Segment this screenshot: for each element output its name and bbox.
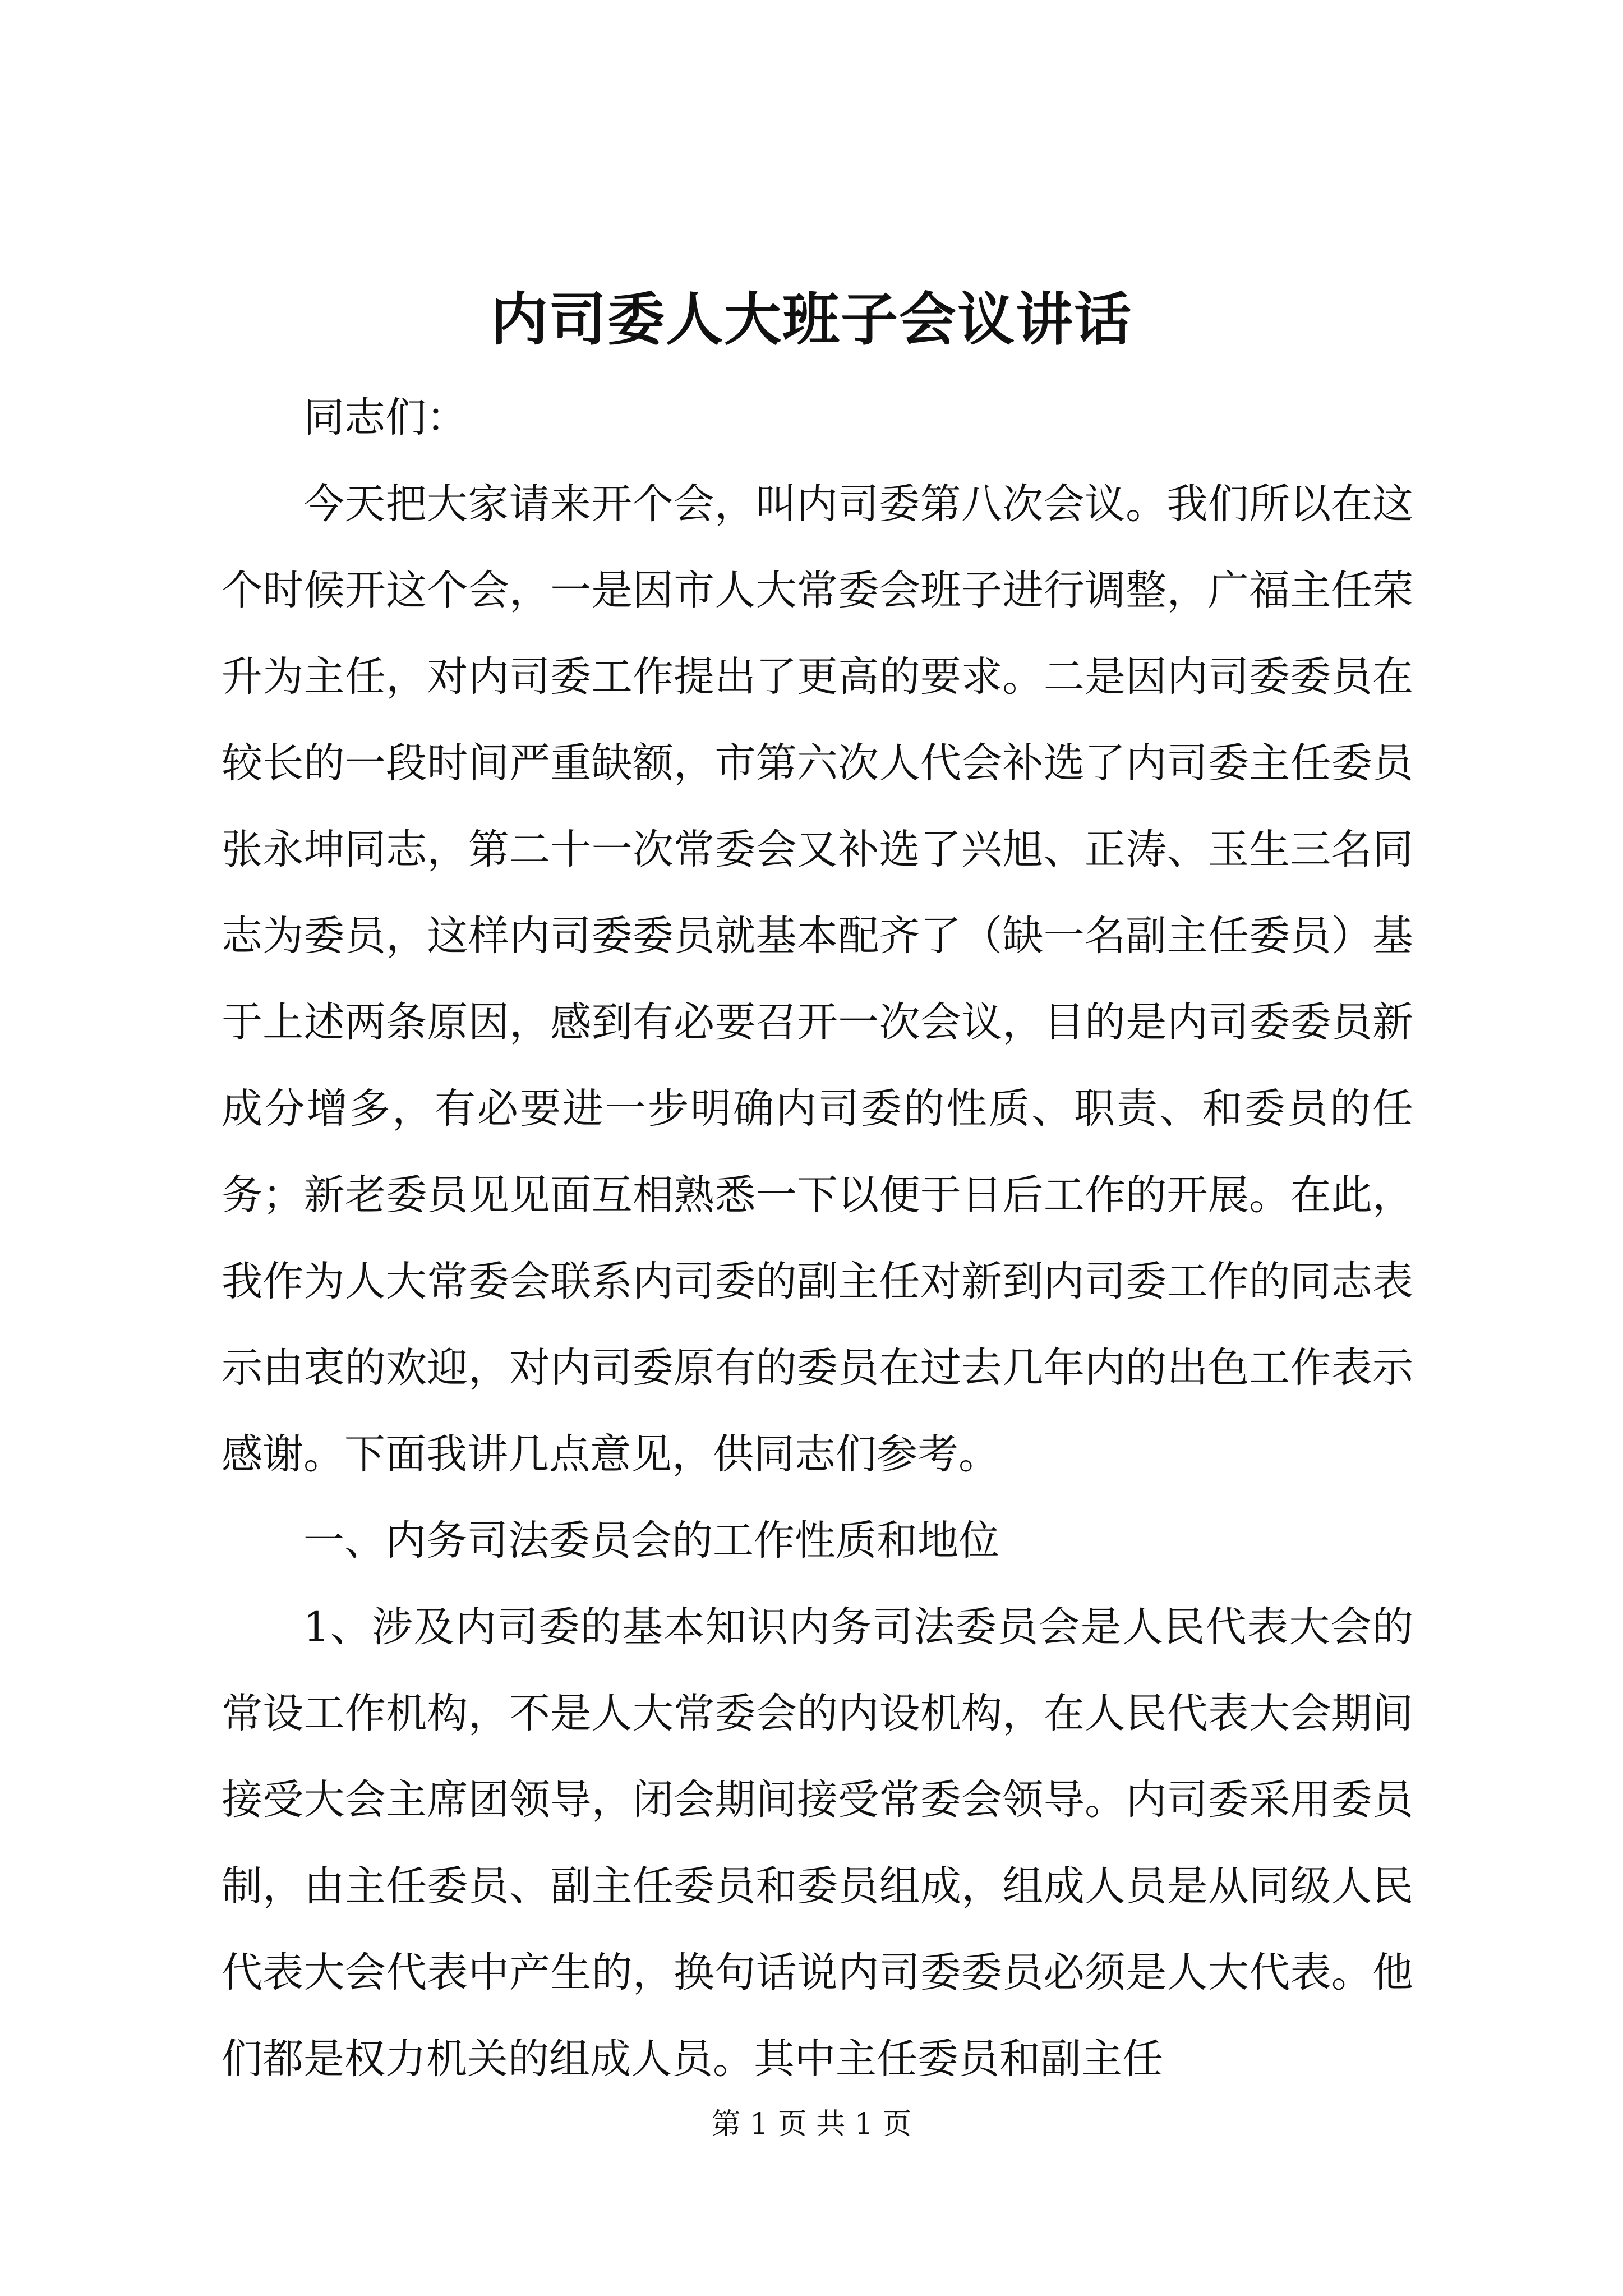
section-heading: 一、内务司法委员会的工作性质和地位 [303, 1517, 999, 1565]
page-footer: 第 1 页 共 1 页 [711, 2108, 912, 2141]
salutation-paragraph: 同志们： [303, 394, 467, 441]
intro-paragraph: 今天把大家请来开个会，叫内司委第八次会议。我们所以在这个时候开这个会，一是因市人大常委会班子进行调整，广福主任荣升为主任，对内司委工作提出了更高的要求。二是因内司委委员在较长的一段时间严重缺额，市第六次人代会补选了内司委主任委员张永坤同志，第二十一次常委会又补选了兴旭、正涛、玉生三名同志为委员，这样内司委委员就基本配齐了（缺一名副主任委员）基于上述两条原因，感到有必要召开一次会议，目的是内司委委员新成分增多，有必要进一步明确内司委的性质、职责、和委员的任务；新老委员见见面互相熟悉一下以便于日后工作的开展。在此，我作为人大常委会联系内司委的副主任对新到内司委工作的同志表示由衷的欢迎，对内司委原有的委员在过去几年内的出色工作表示感谢。下面我讲几点意见，供同志们参考。 [222, 480, 1413, 1478]
section-paragraph: 1、涉及内司委的基本知识内务司法委员会是人民代表大会的常设工作机构，不是人大常委会的内设机构，在人民代表大会期间接受大会主席团领导，闭会期间接受常委会领导。内司委采用委员制，由主任委员、副主任委员和委员组成，组成人员是从同级人民代表大会代表中产生的，换句话说内司委委员必须是人大代表。他们都是权力机关的组成人员。其中主任委员和副主任 [222, 1603, 1413, 2083]
document-body [222, 375, 1413, 2102]
document-title: 内司委人大班子会议讲话 [491, 286, 1132, 353]
